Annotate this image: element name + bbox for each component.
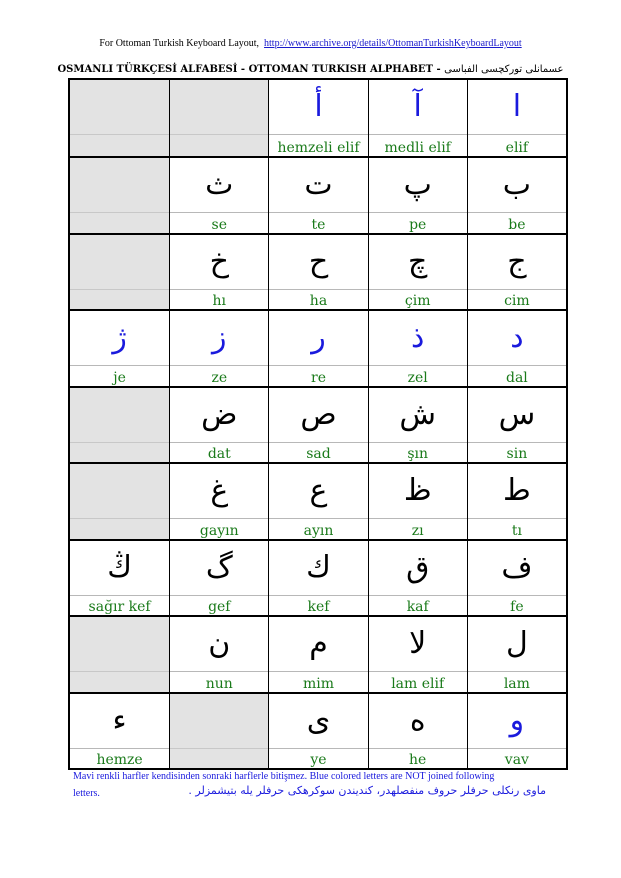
arabic-letter: ب xyxy=(502,167,532,203)
arabic-letter: ی xyxy=(306,702,331,738)
arabic-letter: د xyxy=(510,320,524,356)
letter-name: lam xyxy=(468,671,566,691)
empty-cell xyxy=(70,462,169,538)
arabic-letter: ز xyxy=(212,320,227,356)
empty-cell xyxy=(169,80,268,156)
empty-cell xyxy=(70,233,169,309)
letter-cell xyxy=(368,539,467,615)
arabic-letter xyxy=(70,617,169,671)
letter-name: dal xyxy=(468,365,566,385)
letter-cell xyxy=(467,80,566,156)
arabic-letter: ڭ xyxy=(107,549,132,585)
letter-cell xyxy=(169,156,268,232)
arabic-letter: ذ xyxy=(411,320,425,356)
arabic-letter: ع xyxy=(309,473,328,509)
letter-cell xyxy=(70,309,169,385)
letter-cell xyxy=(467,156,566,232)
letter-name: gayın xyxy=(170,518,268,538)
letter-cell xyxy=(169,615,268,691)
header-line xyxy=(0,38,621,49)
arabic-letter: أ xyxy=(314,89,323,124)
letter-cell xyxy=(268,462,367,538)
arabic-letter: م xyxy=(309,626,328,662)
arabic-letter: پ xyxy=(403,167,432,203)
letter-name: ayın xyxy=(269,518,367,538)
letter-name: re xyxy=(269,365,367,385)
arabic-letter: ر xyxy=(311,320,326,356)
letter-cell xyxy=(268,309,367,385)
page-title-arabic: عسمانلی تورکچسی الفباسی xyxy=(444,64,564,75)
letter-name: he xyxy=(369,748,467,768)
letter-name xyxy=(70,518,169,538)
arabic-letter xyxy=(70,235,169,289)
letter-cell xyxy=(268,80,367,156)
letter-name: şın xyxy=(369,442,467,462)
letter-name: nun xyxy=(170,671,268,691)
arabic-letter xyxy=(70,80,169,134)
arabic-letter: گ xyxy=(205,549,233,585)
letter-name: zı xyxy=(369,518,467,538)
letter-cell xyxy=(169,462,268,538)
arabic-letter: ث xyxy=(205,167,234,203)
arabic-letter xyxy=(170,694,268,748)
letter-cell xyxy=(70,692,169,768)
letter-cell xyxy=(169,309,268,385)
arabic-letter: ح xyxy=(308,243,329,279)
letter-name: hemzeli elif xyxy=(269,134,367,156)
letter-name: zel xyxy=(369,365,467,385)
letter-name: be xyxy=(468,212,566,232)
arabic-letter xyxy=(170,80,268,134)
letter-cell xyxy=(467,615,566,691)
arabic-letter: س xyxy=(498,396,536,432)
letter-name: mim xyxy=(269,671,367,691)
page-title-latin: OSMANLI TÜRKÇESİ ALFABESİ - OTTOMAN TURKISH ALPHABET - xyxy=(57,64,445,75)
letter-cell xyxy=(467,539,566,615)
archive-link[interactable]: http://www.archive.org/details/OttomanTurkishKeyboardLayout xyxy=(264,38,522,49)
arabic-letter: ن xyxy=(208,626,231,662)
arabic-letter xyxy=(70,388,169,442)
letter-name: te xyxy=(269,212,367,232)
letter-name: dat xyxy=(170,442,268,462)
arabic-letter: ل xyxy=(506,626,528,662)
arabic-letter: ش xyxy=(399,396,437,432)
letter-cell xyxy=(368,692,467,768)
letter-name: hemze xyxy=(70,748,169,768)
arabic-letter: ا xyxy=(512,89,522,124)
footer-note-arabic: ماوی رنکلی حرفلر حروف منفصلهدر، کندیندن سوکرهکی حرفلر یله بتیشمزلر . xyxy=(188,784,546,797)
letter-cell xyxy=(169,539,268,615)
arabic-letter: غ xyxy=(210,473,229,509)
arabic-letter: ق xyxy=(406,549,430,585)
arabic-letter: ض xyxy=(201,396,238,432)
arabic-letter: چ xyxy=(408,243,428,279)
letter-cell xyxy=(467,233,566,309)
arabic-letter: ء xyxy=(112,702,127,738)
letter-name: gef xyxy=(170,595,268,615)
letter-name: medli elif xyxy=(369,134,467,156)
letter-name xyxy=(70,134,169,156)
letter-cell xyxy=(169,386,268,462)
letter-name xyxy=(70,289,169,309)
letter-name: se xyxy=(170,212,268,232)
letter-name: ha xyxy=(269,289,367,309)
letter-cell xyxy=(268,386,367,462)
letter-name: tı xyxy=(468,518,566,538)
letter-name: elif xyxy=(468,134,566,156)
letter-cell xyxy=(467,692,566,768)
letter-name: sağır kef xyxy=(70,595,169,615)
letter-name: pe xyxy=(369,212,467,232)
arabic-letter xyxy=(70,158,169,212)
header-prefix: For Ottoman Turkish Keyboard Layout, xyxy=(99,38,260,49)
letter-name: sad xyxy=(269,442,367,462)
arabic-letter xyxy=(70,464,169,518)
letter-name xyxy=(70,671,169,691)
footer-note-line2: letters. xyxy=(73,788,100,799)
empty-cell xyxy=(70,386,169,462)
letter-name xyxy=(70,212,169,232)
letter-name: fe xyxy=(468,595,566,615)
arabic-letter: لا xyxy=(409,626,427,662)
letter-cell xyxy=(368,309,467,385)
letter-name: ze xyxy=(170,365,268,385)
letter-cell xyxy=(368,462,467,538)
letter-cell xyxy=(467,386,566,462)
arabic-letter: ژ xyxy=(112,320,127,356)
letter-name: çim xyxy=(369,289,467,309)
arabic-letter: ت xyxy=(304,167,333,203)
letter-name: kaf xyxy=(369,595,467,615)
letter-name xyxy=(170,748,268,768)
letter-cell xyxy=(467,462,566,538)
arabic-letter: ص xyxy=(300,396,337,432)
empty-cell xyxy=(70,156,169,232)
letter-name: sin xyxy=(468,442,566,462)
letter-cell xyxy=(368,80,467,156)
letter-name: vav xyxy=(468,748,566,768)
empty-cell xyxy=(70,615,169,691)
letter-cell xyxy=(169,233,268,309)
arabic-letter: ظ xyxy=(403,473,432,509)
empty-cell xyxy=(70,80,169,156)
letter-name: hı xyxy=(170,289,268,309)
arabic-letter: خ xyxy=(209,243,229,279)
alphabet-table xyxy=(68,78,568,770)
footer-note-line1: Mavi renkli harfler kendisinden sonraki harflerle bitişmez. Blue colored letters are NOT joined following xyxy=(73,771,495,782)
letter-cell xyxy=(268,692,367,768)
letter-cell xyxy=(368,156,467,232)
letter-cell xyxy=(268,615,367,691)
letter-name: lam elif xyxy=(369,671,467,691)
arabic-letter: ط xyxy=(503,473,531,509)
letter-cell xyxy=(368,233,467,309)
arabic-letter: و xyxy=(509,702,525,738)
letter-cell xyxy=(467,309,566,385)
letter-name: je xyxy=(70,365,169,385)
arabic-letter: ك xyxy=(306,549,331,585)
letter-cell xyxy=(268,539,367,615)
letter-name: cim xyxy=(468,289,566,309)
letter-cell xyxy=(268,233,367,309)
letter-cell xyxy=(368,386,467,462)
arabic-letter: ج xyxy=(507,243,527,279)
empty-cell xyxy=(169,692,268,768)
letter-cell xyxy=(368,615,467,691)
letter-name: ye xyxy=(269,748,367,768)
letter-name xyxy=(70,442,169,462)
letter-cell xyxy=(70,539,169,615)
letter-name: kef xyxy=(269,595,367,615)
page-title xyxy=(0,64,621,75)
arabic-letter: ه xyxy=(409,702,426,738)
arabic-letter: ف xyxy=(501,549,533,585)
letter-name xyxy=(170,134,268,156)
letter-cell xyxy=(268,156,367,232)
arabic-letter: آ xyxy=(413,89,422,124)
